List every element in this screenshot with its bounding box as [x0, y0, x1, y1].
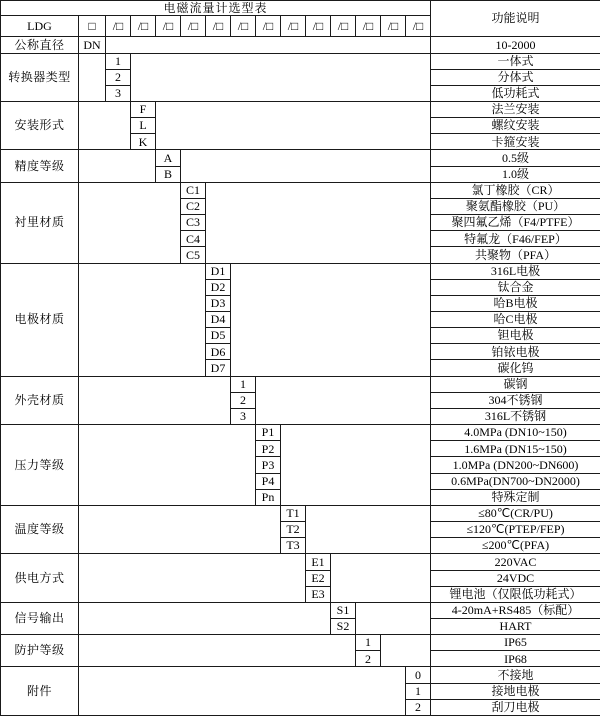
code-cell: 1: [106, 53, 131, 69]
spacer-cell: [306, 505, 431, 553]
code-cell: C4: [181, 231, 206, 247]
spacer-cell: [256, 376, 431, 424]
code-placeholder-slot: /□: [331, 16, 356, 37]
desc-cell: 4.0MPa (DN10~150): [431, 425, 600, 441]
section-label-housing: 外壳材质: [1, 376, 79, 424]
desc-cell: 特氟龙（F46/FEP）: [431, 231, 600, 247]
code-cell: C2: [181, 198, 206, 214]
code-placeholder-slot: /□: [106, 16, 131, 37]
spacer-cell: [79, 376, 231, 424]
code-cell: D1: [206, 263, 231, 279]
code-cell: Pn: [256, 489, 281, 505]
spacer-cell: [106, 37, 431, 53]
code-cell: 2: [356, 651, 381, 667]
spacer-cell: [79, 53, 106, 101]
code-cell: E3: [306, 586, 331, 602]
desc-cell: 10-2000: [431, 37, 600, 53]
spacer-cell: [79, 505, 281, 553]
desc-cell: 0.5级: [431, 150, 600, 166]
code-placeholder-slot: /□: [406, 16, 431, 37]
spacer-cell: [79, 150, 156, 182]
section-label-signal: 信号输出: [1, 602, 79, 634]
spacer-cell: [79, 263, 206, 376]
code-cell: 2: [231, 392, 256, 408]
code-cell: D3: [206, 295, 231, 311]
code-cell: E2: [306, 570, 331, 586]
code-cell: P4: [256, 473, 281, 489]
code-cell: C5: [181, 247, 206, 263]
code-cell: S1: [331, 602, 356, 618]
desc-cell: 1.0级: [431, 166, 600, 182]
section-label-electrode: 电极材质: [1, 263, 79, 376]
desc-cell: 1.6MPa (DN15~150): [431, 441, 600, 457]
model-prefix: LDG: [1, 16, 79, 37]
desc-cell: IP65: [431, 635, 600, 651]
function-column-header: 功能说明: [431, 1, 600, 37]
code-cell: P3: [256, 457, 281, 473]
code-cell: D5: [206, 328, 231, 344]
code-placeholder-slot: /□: [381, 16, 406, 37]
code-cell: 3: [106, 85, 131, 101]
desc-cell: 钽电极: [431, 328, 600, 344]
code-cell: P2: [256, 441, 281, 457]
desc-cell: ≤120℃(PTEP/FEP): [431, 522, 600, 538]
desc-cell: 1.0MPa (DN200~DN600): [431, 457, 600, 473]
code-cell: 0: [406, 667, 431, 683]
code-cell: C1: [181, 182, 206, 198]
desc-cell: 分体式: [431, 69, 600, 85]
code-cell: 2: [406, 699, 431, 715]
code-placeholder-slot: /□: [231, 16, 256, 37]
desc-cell: 304不锈钢: [431, 392, 600, 408]
code-cell: D7: [206, 360, 231, 376]
desc-cell: 0.6MPa(DN700~DN2000): [431, 473, 600, 489]
code-cell: 1: [356, 635, 381, 651]
desc-cell: 316L不锈钢: [431, 408, 600, 424]
code-cell: B: [156, 166, 181, 182]
spacer-cell: [79, 425, 256, 506]
desc-cell: 316L电极: [431, 263, 600, 279]
code-cell: 3: [231, 408, 256, 424]
spacer-cell: [79, 635, 356, 667]
code-cell: E1: [306, 554, 331, 570]
spacer-cell: [331, 554, 431, 602]
desc-cell: 4-20mA+RS485（标配）: [431, 602, 600, 618]
section-label-protection: 防护等级: [1, 635, 79, 667]
section-label-diameter: 公称直径: [1, 37, 79, 53]
desc-cell: 220VAC: [431, 554, 600, 570]
section-label-converter: 转换器类型: [1, 53, 79, 101]
section-label-accessory: 附件: [1, 667, 79, 716]
desc-cell: IP68: [431, 651, 600, 667]
table-title: 电磁流量计选型表: [1, 1, 431, 16]
spacer-cell: [206, 182, 431, 263]
desc-cell: 特殊定制: [431, 489, 600, 505]
code-cell: A: [156, 150, 181, 166]
desc-cell: ≤80℃(CR/PU): [431, 505, 600, 521]
spacer-cell: [79, 667, 406, 716]
code-cell: DN: [79, 37, 106, 53]
code-cell: S2: [331, 618, 356, 634]
code-cell: T3: [281, 538, 306, 554]
desc-cell: 碳化钨: [431, 360, 600, 376]
section-label-pressure: 压力等级: [1, 425, 79, 506]
code-cell: 1: [231, 376, 256, 392]
desc-cell: 卡箍安装: [431, 134, 600, 150]
desc-cell: 不接地: [431, 667, 600, 683]
desc-cell: 低功耗式: [431, 85, 600, 101]
spacer-cell: [156, 101, 431, 149]
desc-cell: 聚四氟乙烯（F4/PTFE）: [431, 215, 600, 231]
code-placeholder-slot: /□: [156, 16, 181, 37]
code-cell: P1: [256, 425, 281, 441]
code-cell: C3: [181, 215, 206, 231]
desc-cell: 一体式: [431, 53, 600, 69]
desc-cell: ≤200℃(PFA): [431, 538, 600, 554]
code-placeholder-slot: /□: [131, 16, 156, 37]
code-placeholder-slot: /□: [256, 16, 281, 37]
code-cell: D2: [206, 279, 231, 295]
code-cell: T1: [281, 505, 306, 521]
desc-cell: 24VDC: [431, 570, 600, 586]
spacer-cell: [79, 602, 331, 634]
section-label-lining: 衬里材质: [1, 182, 79, 263]
code-cell: D4: [206, 312, 231, 328]
code-placeholder-slot: /□: [281, 16, 306, 37]
code-placeholder-box: □: [79, 16, 106, 37]
spacer-cell: [181, 150, 431, 182]
desc-cell: 螺纹安装: [431, 118, 600, 134]
desc-cell: 铂铱电极: [431, 344, 600, 360]
desc-cell: 哈B电极: [431, 295, 600, 311]
code-cell: L: [131, 118, 156, 134]
code-cell: 2: [106, 69, 131, 85]
section-label-install: 安装形式: [1, 101, 79, 149]
desc-cell: 哈C电极: [431, 312, 600, 328]
code-cell: T2: [281, 522, 306, 538]
code-placeholder-slot: /□: [206, 16, 231, 37]
desc-cell: 氯丁橡胶（CR）: [431, 182, 600, 198]
code-placeholder-slot: /□: [356, 16, 381, 37]
desc-cell: 聚氨酯橡胶（PU）: [431, 198, 600, 214]
spacer-cell: [79, 554, 306, 602]
code-cell: F: [131, 101, 156, 117]
section-label-power: 供电方式: [1, 554, 79, 602]
desc-cell: 锂电池（仅限低功耗式）: [431, 586, 600, 602]
desc-cell: 法兰安装: [431, 101, 600, 117]
code-cell: D6: [206, 344, 231, 360]
spacer-cell: [79, 101, 131, 149]
desc-cell: 共聚物（PFA）: [431, 247, 600, 263]
spacer-cell: [281, 425, 431, 506]
spacer-cell: [79, 182, 181, 263]
desc-cell: 钛合金: [431, 279, 600, 295]
code-placeholder-slot: /□: [306, 16, 331, 37]
spacer-cell: [381, 635, 431, 667]
section-label-accuracy: 精度等级: [1, 150, 79, 182]
desc-cell: HART: [431, 618, 600, 634]
desc-cell: 刮刀电极: [431, 699, 600, 715]
code-cell: K: [131, 134, 156, 150]
desc-cell: 碳钢: [431, 376, 600, 392]
code-cell: 1: [406, 683, 431, 699]
desc-cell: 接地电极: [431, 683, 600, 699]
section-label-temperature: 温度等级: [1, 505, 79, 553]
code-placeholder-slot: /□: [181, 16, 206, 37]
spacer-cell: [356, 602, 431, 634]
spacer-cell: [131, 53, 431, 101]
spacer-cell: [231, 263, 431, 376]
